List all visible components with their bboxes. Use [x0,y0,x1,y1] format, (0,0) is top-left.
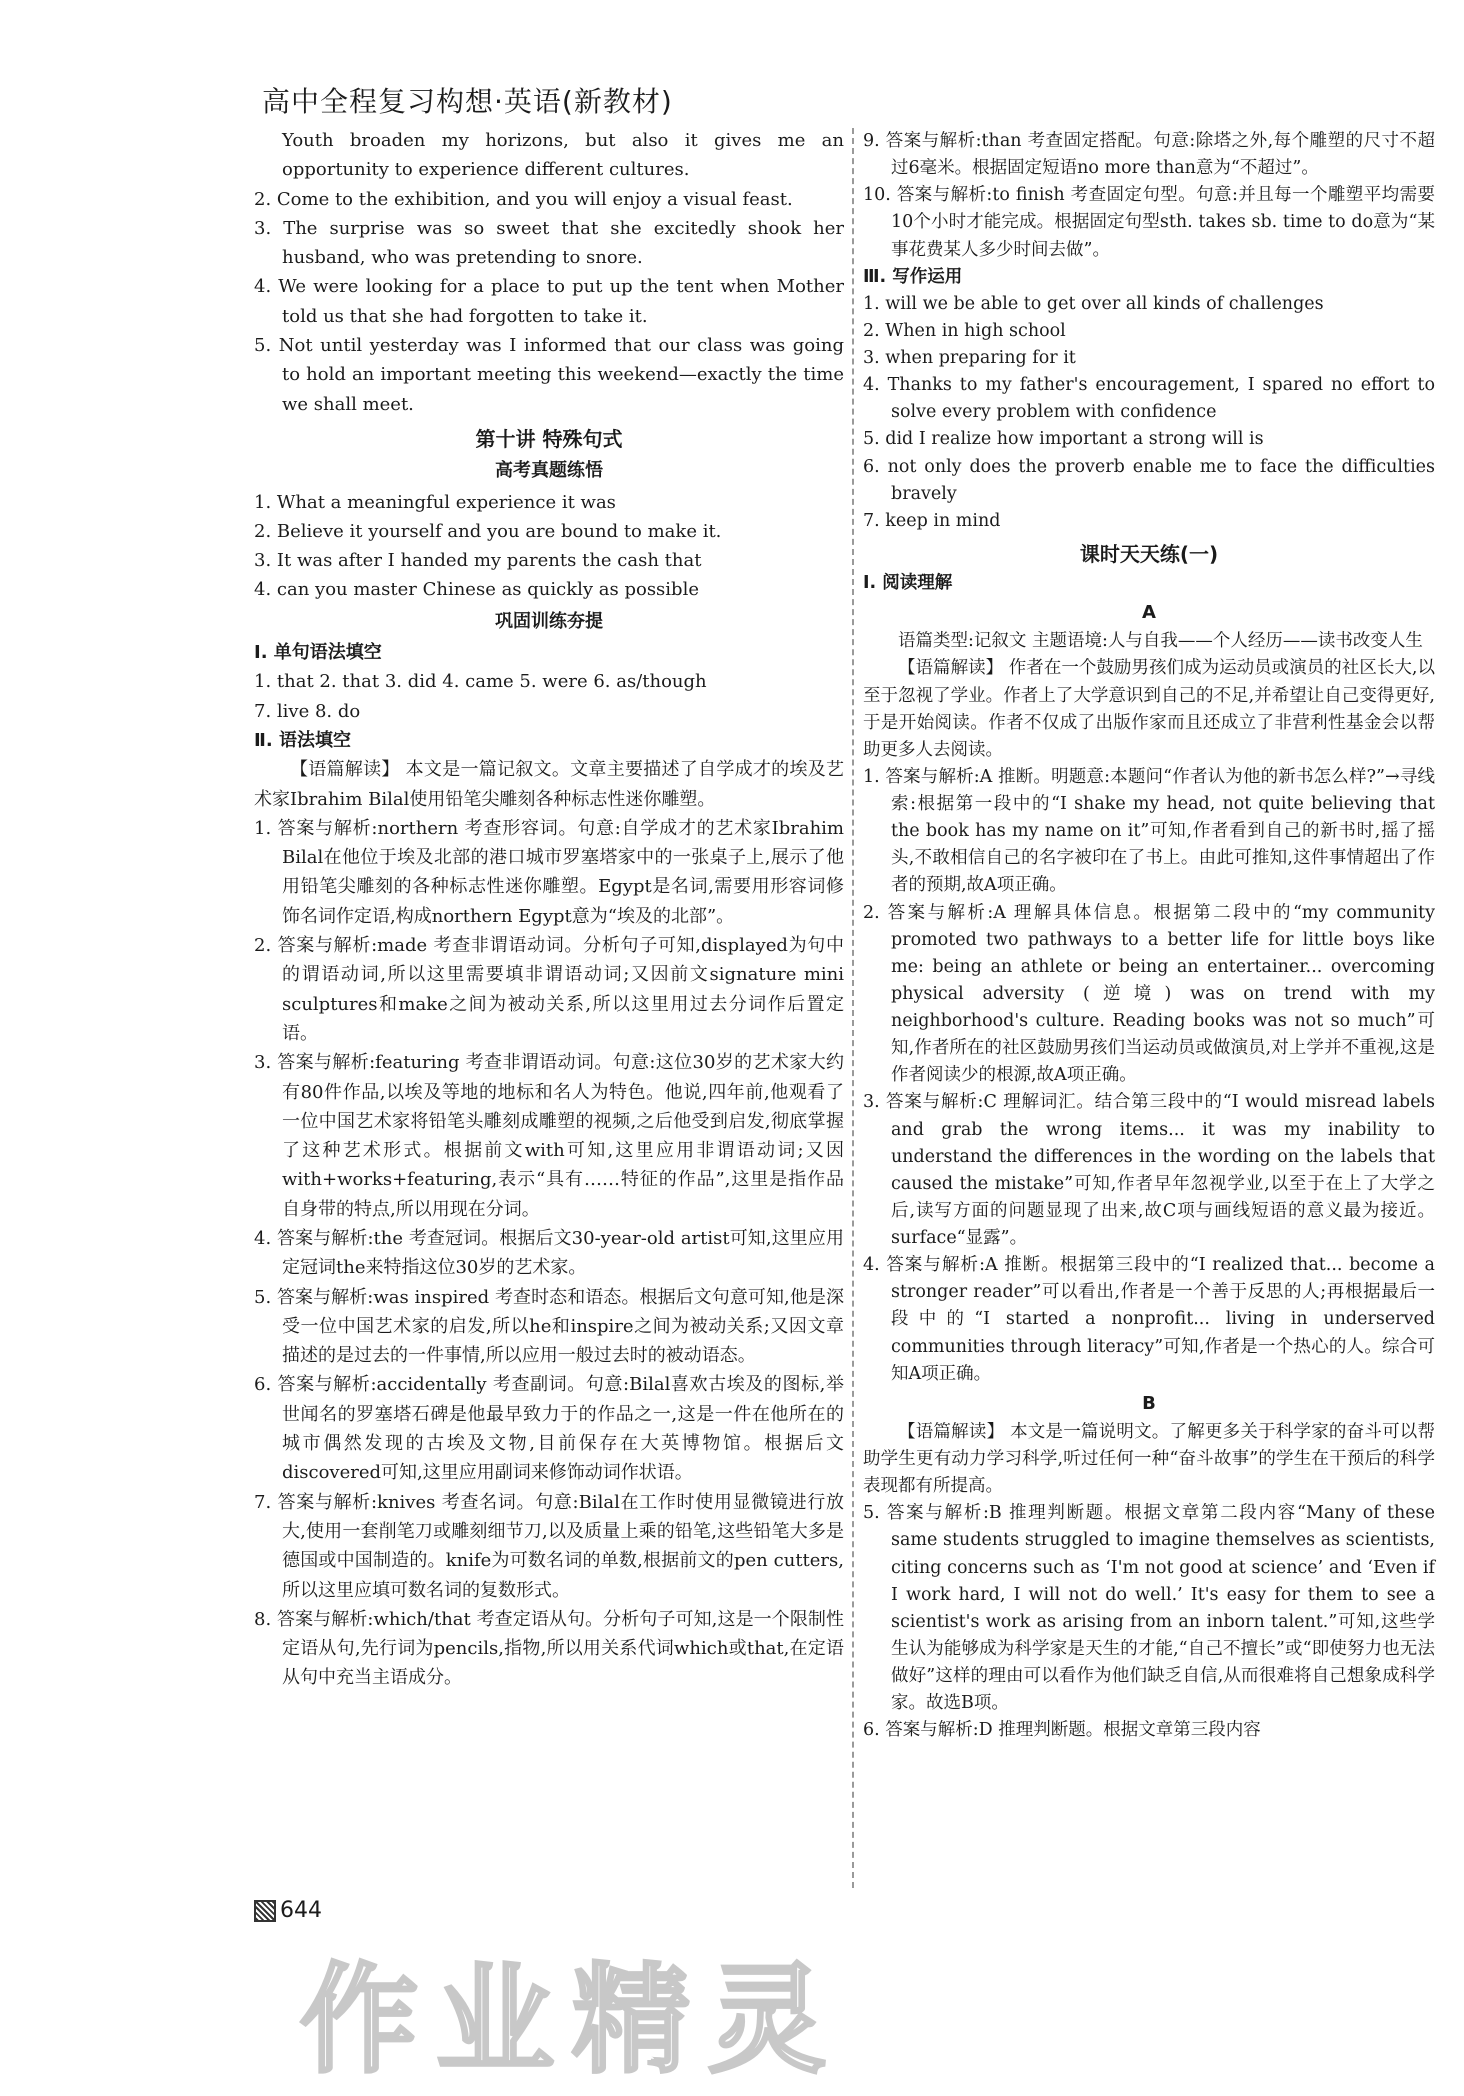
section-title: 第十讲 特殊句式 [475,426,623,451]
text-block: 4. We were looking for a place to put up the tent when Mother told us that she had forgotten to take it. [254,276,844,327]
answer-item: 7. 答案与解析:knives 考查名词。句意:Bilal在工作时使用显微镜进行放大,使用一套削笔刀或雕刻细节刀,以及质量上乘的铅笔,这些铅笔大多是德国或中国制造的。knife为可数名词的单数,根据前文的pen cutters,所以这里应填可数名词的复数形式。 [254,1491,844,1601]
text-block: 5. did I realize how important a strong will is [863,429,1264,450]
text-block: 7. live 8. do [254,700,361,722]
column-divider [852,128,854,1888]
text-block: 3. It was after I handed my parents the cash that [254,550,702,572]
passage-label: B [1142,1392,1156,1414]
text-block: 【语篇解读】 本文是一篇说明文。了解更多关于科学家的奋斗可以帮助学生更有动力学习科学,听过任何一种“奋斗故事”的学生在干预后的科学表现都有所提高。 [863,1421,1435,1497]
page-number-text: 644 [280,1898,322,1923]
text-block: 3. when preparing for it [863,348,1076,368]
text-block: 【语篇解读】 作者在一个鼓励男孩们成为运动员或演员的社区长大,以至于忽视了学业。作者上了大学意识到自己的不足,并希望让自己变得更好,于是开始阅读。作者不仅成了出版作家而且还成立了非营利性基金会以帮助更多人去阅读。 [863,658,1435,760]
answer-item: 6. 答案与解析:D 推理判断题。根据文章第三段内容 [863,1720,1261,1741]
page-number [254,1898,322,1923]
answer-item: 10. 答案与解析:to finish 考查固定句型。句意:并且每一个雕塑平均需要10个小时才能完成。根据固定句型sth. takes sb. time to do意为“某事花费某人多少时间去做”。 [863,185,1435,260]
answer-item: 5. 答案与解析:was inspired 考查时态和语态。根据后文句意可知,他是深受一位中国艺术家的启发,所以he和inspire之间为被动关系;又因文章描述的是过去的一件事情,所以应用一般过去时的被动语态。 [254,1286,844,1367]
answer-item: 2. 答案与解析:made 考查非谓语动词。分析句子可知,displayed为句中的谓语动词,所以这里需要填非谓语动词;又因前文signature mini sculptures和make之间为被动关系,所以这里用过去分词作后置定语。 [254,935,844,1044]
text-block: 3. The surprise was so sweet that she excitedly shook her husband, who was pretending to snore. [254,217,844,269]
answer-item: 1. 答案与解析:A 推断。明题意:本题问“作者认为他的新书怎么样?”→寻线索:根据第一段中的“I shake my head, not quite believing that the book has my name on it”可知,作者看到自己的新书时,摇了摇头,不敢相信自己的名字被印在了书上。由此可推知,这件事情超出了作者的预期,故A项正确。 [863,766,1435,896]
answer-item: 9. 答案与解析:than 考查固定搭配。句意:除塔之外,每个雕塑的尺寸不超过6毫米。根据固定短语no more than意为“不超过”。 [863,131,1435,179]
left-column [254,126,844,1693]
subsection-title: 巩固训练夯提 [495,610,603,632]
text-block: 5. Not until yesterday was I informed that our class was going to hold an important meeting this weekend—exactly the time we shall meet. [254,335,844,415]
qr-icon [254,1900,276,1922]
text-block: 1. will we be able to get over all kinds of challenges [863,293,1324,314]
answer-item: 3. 答案与解析:C 理解词汇。结合第三段中的“I would misread labels and grab the wrong items... it was my inability to understand the differences in the wording on the labels that caused the mistake”可知,作者早年忽视学业,以至于在上了大学之后,读写方面的问题显现了出来,故C项与画线短语的意义最为接近。surface“显露”。 [863,1092,1435,1248]
part-heading: Ⅱ. 语法填空 [254,729,351,751]
text-block: 1. What a meaningful experience it was [254,491,616,513]
answer-item: 5. 答案与解析:B 推理判断题。根据文章第二段内容“Many of these same students struggled to imagine themselves as scientists, citing concerns such as ‘I'm not good at science’ and ‘Even if I work hard, I will not do well.’ It's easy for them to see a scientist's work as arising from an inborn talent.”可知,这些学生认为能够成为科学家是天生的才能,“自己不擅长”或“即使努力也无法做好”这样的理由可以看作为他们缺乏自信,从而很难将自己想象成科学家。故选B项。 [863,1503,1435,1714]
answer-item: 8. 答案与解析:which/that 考查定语从句。分析句子可知,这是一个限制性定语从句,先行词为pencils,指物,所以用关系代词which或that,在定语从句中充当主语成分。 [254,1608,844,1689]
answer-item: 4. 答案与解析:A 推断。根据第三段中的“I realized that... become a stronger reader”可以看出,作者是一个善于反思的人;再根据最后一段中的“I started a nonprofit... living in underserved communities through literacy”可知,作者是一个热心的人。综合可知A项正确。 [863,1255,1435,1384]
text-block: 2. When in high school [863,320,1066,341]
part-heading: Ⅲ. 写作运用 [863,266,963,287]
subsection-title: 高考真题练悟 [495,460,603,482]
text-block: 【语篇解读】 本文是一篇记叙文。文章主要描述了自学成才的埃及艺术家Ibrahim Bilal使用铅笔尖雕刻各种标志性迷你雕塑。 [254,759,844,810]
page-header: 高中全程复习构想·英语(新教材) [262,85,673,118]
text-block: 语篇类型:记叙文 主题语境:人与自我——个人经历——读书改变人生 [898,631,1423,652]
part-heading: Ⅰ. 单句语法填空 [254,642,382,664]
text-block: 2. Come to the exhibition, and you will enjoy a visual feast. [254,188,793,210]
right-column [863,128,1435,1744]
answer-item: 6. 答案与解析:accidentally 考查副词。句意:Bilal喜欢古埃及的图标,举世闻名的罗塞塔石碑是他最早致力于的作品之一,这是一件在他所在的城市偶然发现的古埃及文物,目前保存在大英博物馆。根据后文discovered可知,这里应用副词来修饰动词作状语。 [254,1374,844,1484]
text-block: 6. not only does the proverb enable me to face the difficulties bravely [863,456,1435,504]
answer-item: 1. 答案与解析:northern 考查形容词。句意:自学成才的艺术家Ibrahim Bilal在他位于埃及北部的港口城市罗塞塔家中的一张桌子上,展示了他用铅笔尖雕刻的各种标志性迷你雕塑。Egypt是名词,需要用形容词修饰名词作定语,构成northern Egypt意为“埃及的北部”。 [254,817,844,927]
passage-label: A [1142,602,1156,624]
answer-item: 3. 答案与解析:featuring 考查非谓语动词。句意:这位30岁的艺术家大约有80件作品,以埃及等地的地标和名人为特色。他说,四年前,他观看了一位中国艺术家将铅笔头雕刻成雕塑的视频,之后他受到启发,彻底掌握了这种艺术形式。根据前文with可知,这里应用非谓语动词;又因with+works+featuring,表示“具有……特征的作品”,这里是指作品自身带的特点,所以用现在分词。 [254,1052,844,1220]
section-title: 课时天天练(一) [1079,541,1219,566]
text-block: 7. keep in mind [863,510,1001,531]
text-block: 4. Thanks to my father's encouragement, I spared no effort to solve every problem with confidence [863,375,1435,423]
text-block: 4. can you master Chinese as quickly as possible [254,579,699,601]
part-heading: Ⅰ. 阅读理解 [863,573,953,593]
answer-item: 2. 答案与解析:A 理解具体信息。根据第二段中的“my community promoted two pathways to a better life for little boys like me: being an athlete or being an entertainer... overcoming physical adversity (逆境) was on trend with my neighborhood's culture. Reading books was not so much”可知,作者所在的社区鼓励男孩们当运动员或做演员,对上学并不重视,这是作者阅读少的根源,故A项正确。 [863,902,1435,1086]
text-block: Youth broaden my horizons, but also it gives me an opportunity to experience different cultures. [282,130,844,181]
text-block: 1. that 2. that 3. did 4. came 5. were 6. as/though [254,671,707,693]
answer-item: 4. 答案与解析:the 考查冠词。根据后文30-year-old artist可知,这里应用定冠词the来特指这位30岁的艺术家。 [254,1227,844,1279]
watermark: 作业精灵 [300,1951,845,2089]
text-block: 2. Believe it yourself and you are bound to make it. [254,520,722,542]
